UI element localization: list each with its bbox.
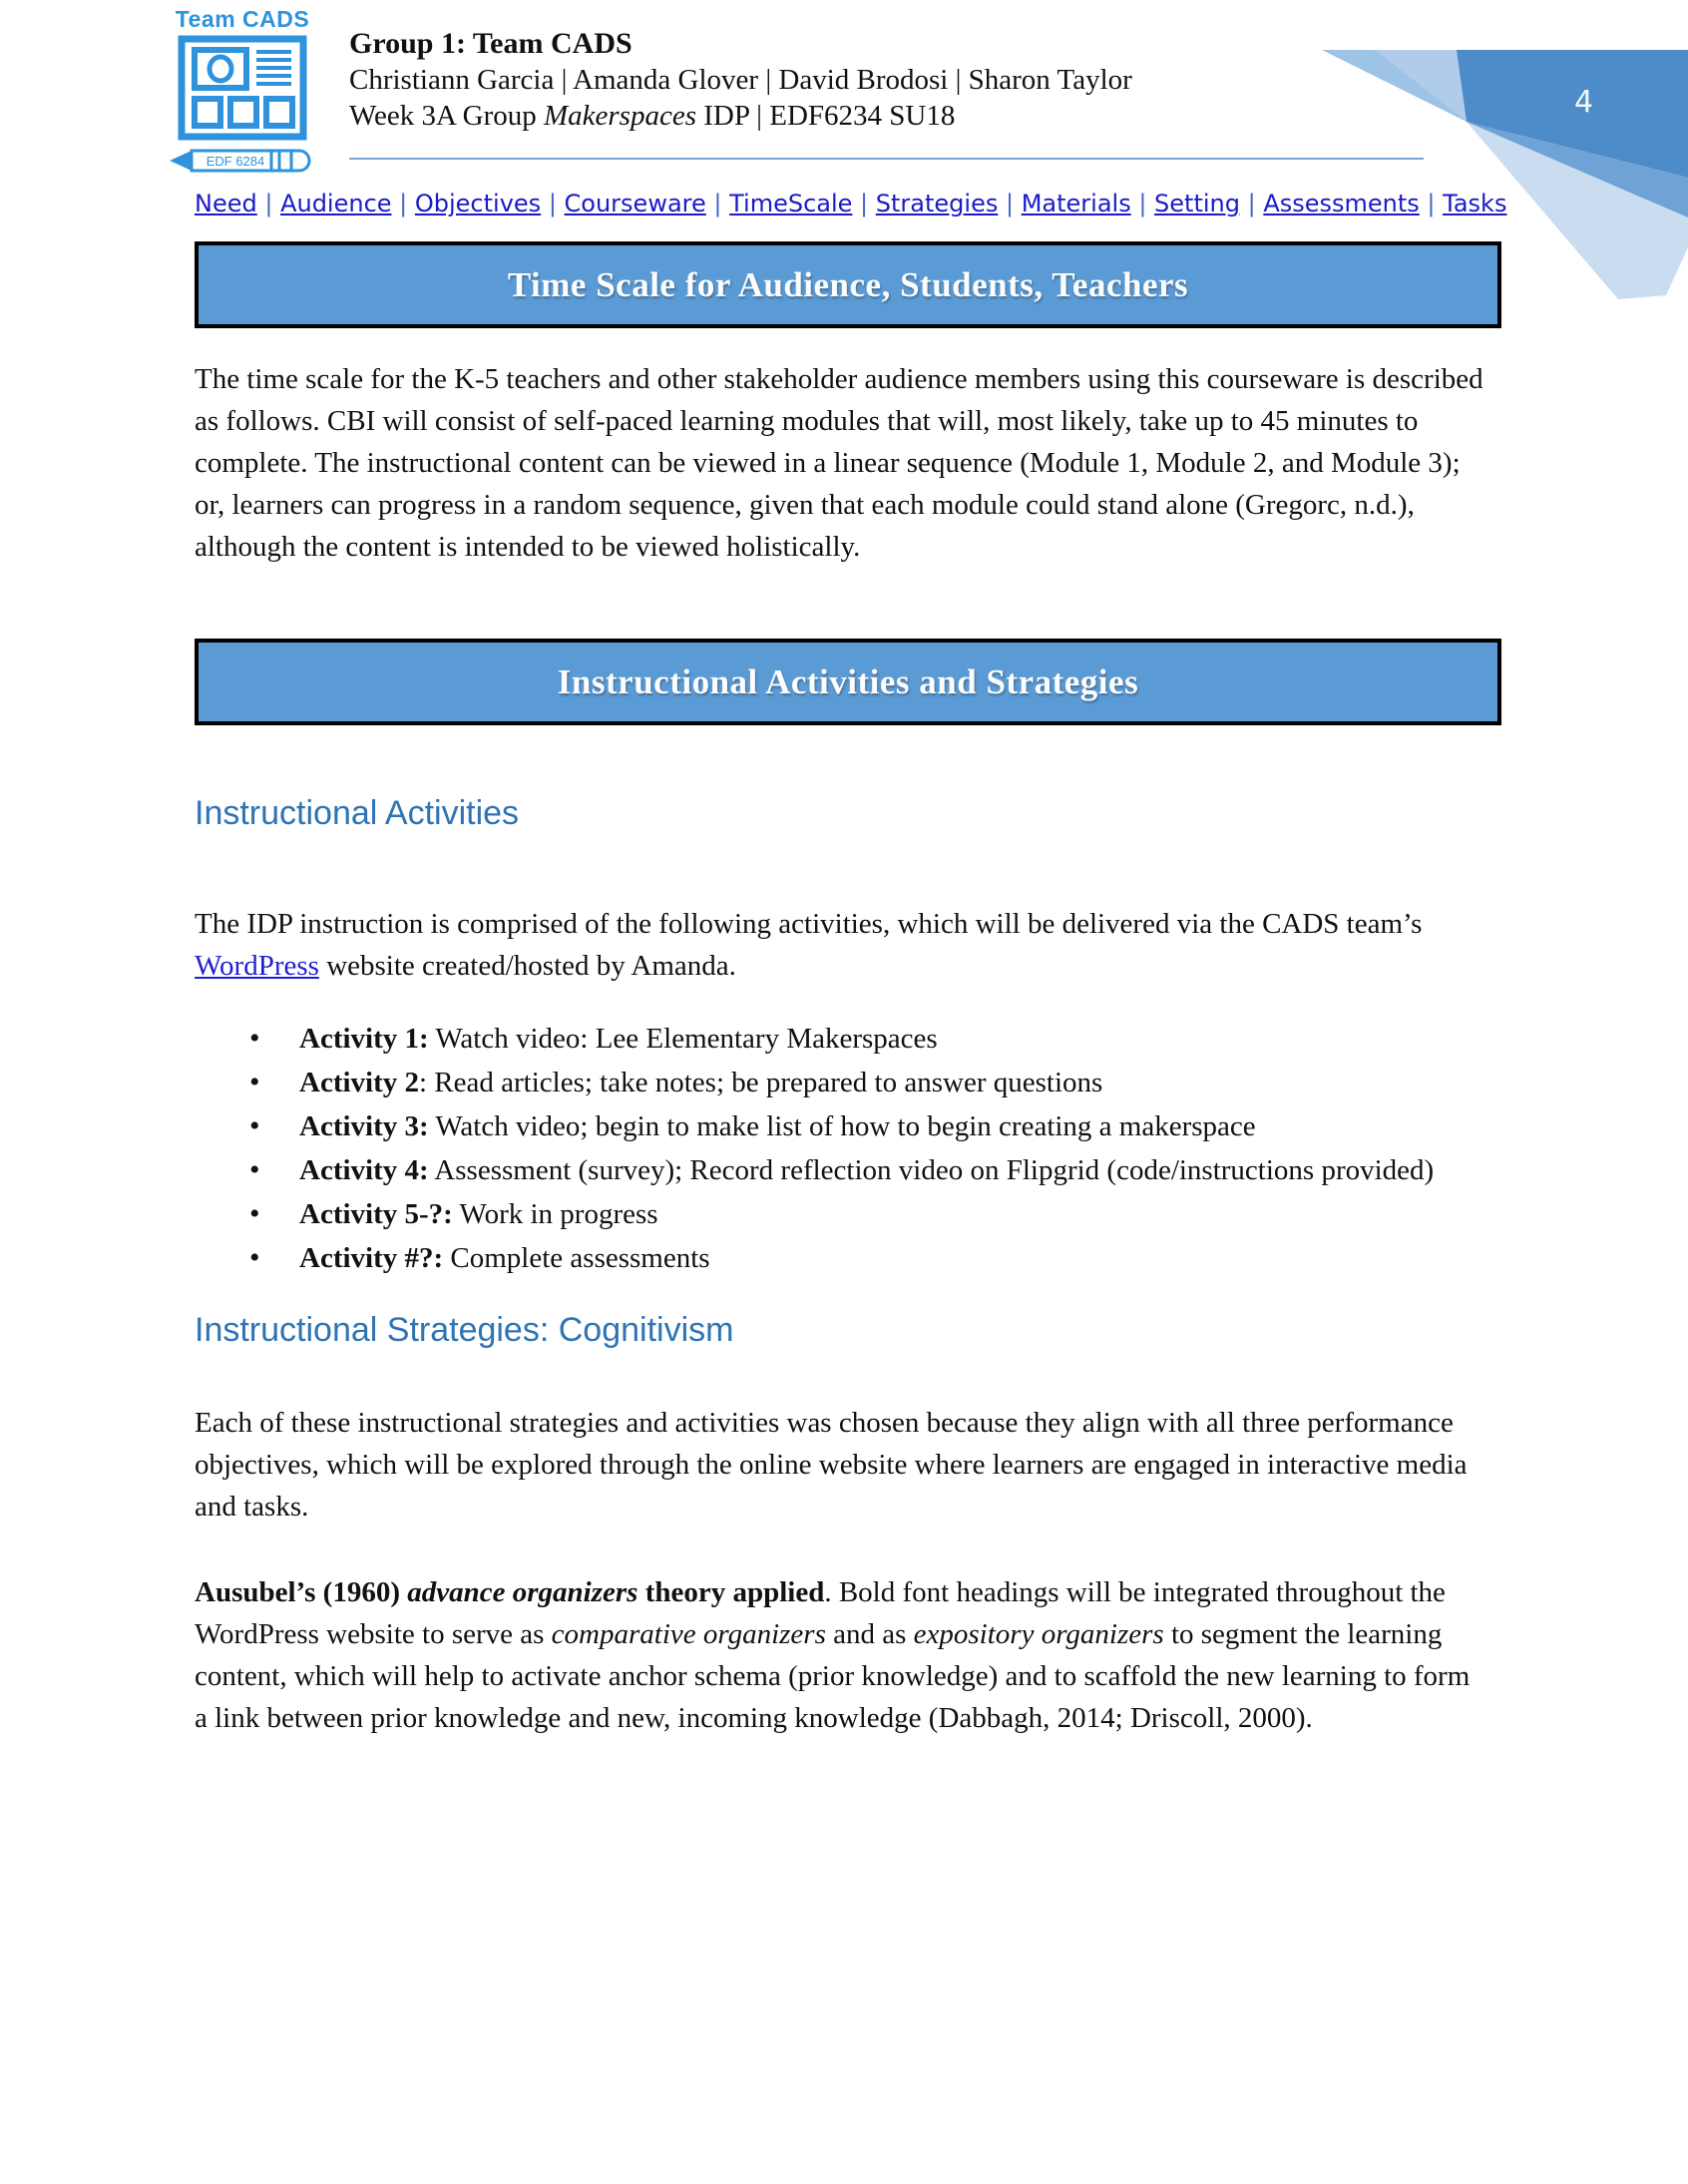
activity-item bbox=[195, 1192, 1548, 1236]
activity-item bbox=[195, 1236, 1548, 1280]
logo-team-label: Team CADS bbox=[175, 6, 310, 32]
activity-item bbox=[195, 1061, 1548, 1104]
activity-item bbox=[195, 1148, 1548, 1192]
time-scale-paragraph: The time scale for the K-5 teachers and other stakeholder audience members using this courseware is described as follows. CBI will consist of self-paced learning modules that will, most likely, take up to 45 minutes to complete. The instructional content can be viewed in a linear sequence (Module 1, Module 2, and Module 3); or, learners can progress in a random sequence, given that each module could stand alone (Gregorc, n.d.), although the content is intended to be viewed holistically. bbox=[195, 363, 1483, 563]
nav-link-audience[interactable]: Audience bbox=[280, 190, 392, 218]
nav-separator: | bbox=[541, 190, 565, 218]
nav-link-need[interactable]: Need bbox=[195, 190, 257, 218]
nav-separator: | bbox=[705, 190, 730, 218]
activity-text: Work in progress bbox=[452, 1198, 658, 1230]
activity-label: Activity #?: bbox=[299, 1242, 444, 1274]
activity-item bbox=[195, 1104, 1548, 1148]
banner-time-scale bbox=[195, 241, 1501, 328]
nav-link-tasks[interactable]: Tasks bbox=[1443, 190, 1507, 218]
page-number: 4 bbox=[1574, 85, 1594, 120]
nav-separator: | bbox=[391, 190, 415, 218]
nav-link-setting[interactable]: Setting bbox=[1154, 190, 1240, 218]
wordpress-link[interactable]: WordPress bbox=[195, 950, 319, 982]
banner-time-scale-title: Time Scale for Audience, Students, Teachers bbox=[507, 264, 1189, 304]
nav-separator: | bbox=[852, 190, 876, 218]
nav-separator: | bbox=[1419, 190, 1444, 218]
nav-link-objectives[interactable]: Objectives bbox=[414, 190, 542, 218]
activity-label: Activity 1: bbox=[299, 1023, 429, 1055]
nav-separator: | bbox=[998, 190, 1022, 218]
banner-instructional-activities-title: Instructional Activities and Strategies bbox=[557, 661, 1139, 701]
nav-link-strategies[interactable]: Strategies bbox=[875, 190, 999, 218]
document-nav bbox=[195, 190, 1507, 218]
activity-text: Complete assessments bbox=[443, 1242, 710, 1274]
nav-separator: | bbox=[1130, 190, 1155, 218]
header-authors: Christiann Garcia | Amanda Glover | David Brodosi | Sharon Taylor bbox=[349, 64, 1132, 96]
activity-text: Assessment (survey); Record reflection video on Flipgrid (code/instructions provided) bbox=[428, 1154, 1435, 1186]
activity-label: Activity 5-?: bbox=[299, 1198, 453, 1230]
logo-badge-label: EDF 6284 bbox=[206, 154, 265, 169]
heading-instructional-activities: Instructional Activities bbox=[195, 794, 520, 832]
nav-link-courseware[interactable]: Courseware bbox=[564, 190, 706, 218]
heading-instructional-strategies: Instructional Strategies: Cognitivism bbox=[195, 1311, 734, 1349]
nav-separator: | bbox=[1239, 190, 1264, 218]
activity-label: Activity 4: bbox=[299, 1154, 429, 1186]
activities-intro-paragraph: The IDP instruction is comprised of the following activities, which will be delivered via the CADS team’s WordPress website created/hosted by Amanda. bbox=[195, 908, 1423, 982]
banner-instructional-activities bbox=[195, 639, 1501, 725]
nav-link-assessments[interactable]: Assessments bbox=[1263, 190, 1420, 218]
activity-text: : Read articles; take notes; be prepared to answer questions bbox=[419, 1067, 1103, 1098]
activities-list bbox=[195, 1017, 1548, 1280]
header-title: Group 1: Team CADS bbox=[349, 27, 633, 60]
nav-separator: | bbox=[256, 190, 281, 218]
ausubel-paragraph: Ausubel’s (1960) advance organizers theory applied. Bold font headings will be integrated throughout the WordPress website to serve as comparative organizers and as expository organizers to segment the learning content, which will help to activate anchor schema (prior knowledge) and to scaffold the new learning to form a link between prior knowledge and new, incoming knowledge (Dabbagh, 2014; Driscoll, 2000). bbox=[195, 1576, 1471, 1734]
header-course-line: Week 3A Group Makerspaces IDP | EDF6234 SU18 bbox=[349, 100, 956, 132]
activity-text: Watch video: Lee Elementary Makerspaces bbox=[428, 1023, 938, 1055]
nav-link-timescale[interactable]: TimeScale bbox=[729, 190, 853, 218]
strategies-paragraph: Each of these instructional strategies and activities was chosen because they align with all three performance objectives, which will be explored through the online website where learners are engaged in interactive media and tasks. bbox=[195, 1407, 1468, 1523]
activity-text: Watch video; begin to make list of how to begin creating a makerspace bbox=[428, 1110, 1256, 1142]
activity-label: Activity 3: bbox=[299, 1110, 429, 1142]
nav-link-materials[interactable]: Materials bbox=[1021, 190, 1131, 218]
activity-label: Activity 2 bbox=[299, 1067, 419, 1098]
activity-item bbox=[195, 1017, 1548, 1061]
